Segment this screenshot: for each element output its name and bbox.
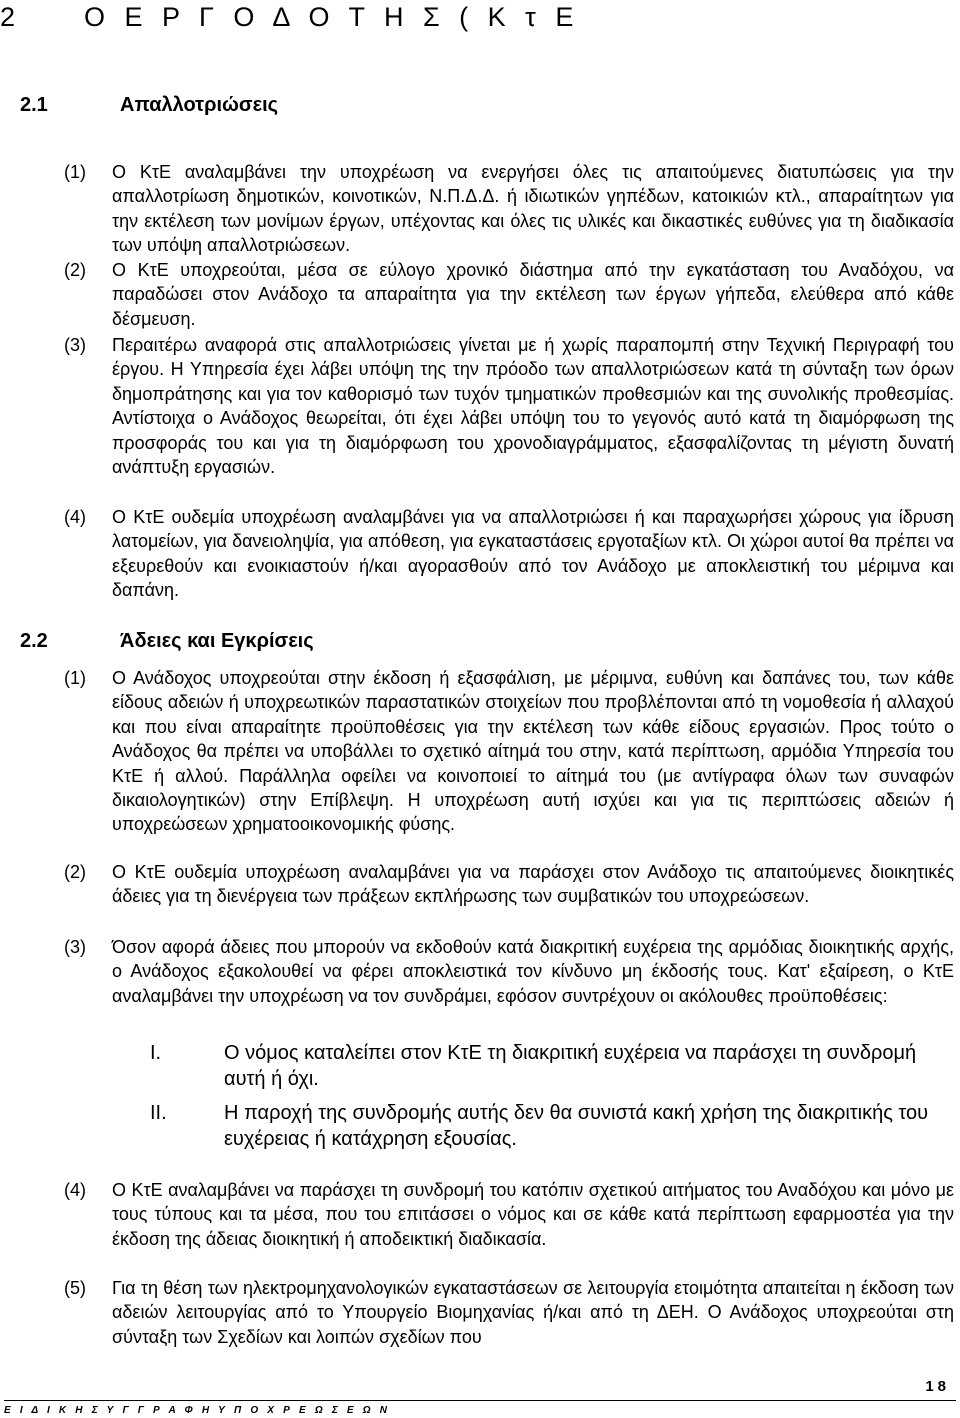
list-item xyxy=(64,160,954,258)
chapter-number: 2 xyxy=(0,2,16,32)
section-title: Άδειες και Εγκρίσεις xyxy=(120,630,314,652)
list-item xyxy=(64,1178,954,1251)
list-item xyxy=(64,860,954,909)
list-item xyxy=(64,935,954,1008)
condition-text: Ο νόμος καταλείπει στον ΚτΕ τη διακριτική ευχέρεια να παράσχει τη συνδρομή αυτή ή όχι. xyxy=(224,1042,917,1090)
item-label: (3) xyxy=(64,937,86,957)
item-text: Για τη θέση των ηλεκτρομηχανολογικών εγκαταστάσεων σε λειτουργία ετοιμότητα απαιτείται η έκδοση των αδειών λειτουργίας από το Υπουργείο Βιομηχανίας ή/και από τη ΔΕΗ. Ο Ανάδοχος υποχρεούται στη σύνταξη των Σχεδίων και λοιπών σχεδίων που xyxy=(112,1278,954,1347)
item-text: Ο ΚτΕ υποχρεούται, μέσα σε εύλογο χρονικό διάστημα από την εγκατάσταση του Αναδόχου, να παραδώσει στον Ανάδοχο τα απαραίτητα για την εκτέλεση των έργων γήπεδα, ελεύθερα από κάθε δέσμευση. xyxy=(112,260,954,329)
item-text: Όσον αφορά άδειες που μπορούν να εκδοθούν κατά διακριτική ευχέρεια της αρμόδιας διοικητικής αρχής, ο Ανάδοχος εξακολουθεί να φέρει αποκλειστικά τον κίνδυνο μη έκδοσής τους. Κατ' εξαίρεση, ο ΚτΕ αναλαμβάνει την υποχρέωση να τον συνδράμει, εφόσον συντρέχουν οι ακόλουθες προϋποθέσεις: xyxy=(112,937,954,1006)
condition-label: I. xyxy=(150,1042,162,1064)
condition-item xyxy=(150,1100,940,1152)
list-item xyxy=(64,333,954,479)
item-label: (2) xyxy=(64,260,86,280)
item-text: Περαιτέρω αναφορά στις απαλλοτριώσεις γίνεται με ή χωρίς παραπομπή στην Τεχνική Περιγραφή του έργου. Η Υπηρεσία έχει λάβει υπόψη της την πρόοδο των απαλλοτριώσεων κατά τη σύνταξη των όρων δημοπράτησης και για τον καθορισμό των τυχόν τμηματικών προθεσμιών και της συνολικής προθεσμίας. Αντίστοιχα ο Ανάδοχος θεωρείται, ότι έχει λάβει υπόψη του το γεγονός αυτό κατά τη διαμόρφωση της προσφοράς του και για τη διαμόρφωση του χρονοδιαγράμματος, εξασφαλίζοντας τη μέγιστη δυνατή ανάπτυξη εργασιών. xyxy=(112,335,954,478)
item-label: (4) xyxy=(64,1180,86,1200)
list-item xyxy=(64,1276,954,1349)
item-text: Ο Ανάδοχος υποχρεούται στην έκδοση ή εξασφάλιση, με μέριμνα, ευθύνη και δαπάνες του, των κάθε είδους αδειών ή υποχρεωτικών παραστατικών στοιχείων που προβλέπονται από τη νομοθεσία ή αλλαχού και που είναι απαραίτητε προϋποθέσεις για την εκτέλεση των κάθε είδους εργασιών. Προς τούτο ο Ανάδοχος θα πρέπει να υποβάλλει το σχετικό αίτημά του στην, κατά περίπτωση, αρμόδια Υπηρεσία του ΚτΕ ή αλλού. Παράλληλα οφείλει να κοινοποιεί το αίτημά του (με αντίγραφα όλων των συναφών δικαιολογητικών) στην Επίβλεψη. Η υποχρέωση αυτή ισχύει και για τις περιπτώσεις αδειών ή υποχρεώσεων χρηματοοικονομικής φύσης. xyxy=(112,668,954,835)
page-number: 18 xyxy=(925,1378,950,1395)
condition-item xyxy=(150,1040,940,1092)
chapter-heading xyxy=(0,2,579,33)
item-label: (1) xyxy=(64,668,86,688)
condition-label: II. xyxy=(150,1102,167,1124)
item-label: (3) xyxy=(64,335,86,355)
footer-title: Ε Ι Δ Ι Κ Η Σ Υ Γ Γ Ρ Α Φ Η Υ Π Ο Χ Ρ Ε Ω Σ Ε Ω Ν xyxy=(4,1405,391,1416)
section-number: 2.2 xyxy=(20,630,48,652)
item-label: (4) xyxy=(64,507,86,527)
list-item xyxy=(64,666,954,837)
section-title: Απαλλοτριώσεις xyxy=(120,94,279,116)
section-heading xyxy=(20,630,314,653)
footer-divider xyxy=(4,1400,956,1401)
item-text: Ο ΚτΕ αναλαμβάνει να παράσχει τη συνδρομή του κατόπιν σχετικού αιτήματος του Αναδόχου και μόνο με τους τύπους και τα μέσα, που του επιτάσσει ο νόμος και σε κάθε κατά περίπτωση εφαρμοστέα για την έκδοση της άδειας διοικητική ή αποδεικτική διαδικασία. xyxy=(112,1180,954,1249)
list-item xyxy=(64,505,954,603)
list-item xyxy=(64,258,954,331)
section-number: 2.1 xyxy=(20,94,48,116)
section-heading xyxy=(20,94,278,117)
item-text: Ο ΚτΕ ουδεμία υποχρέωση αναλαμβάνει για να παράσχει στον Ανάδοχο τις απαιτούμενες διοικητικές άδειες για τη διενέργεια των πράξεων εκπλήρωσης των συμβατικών του υποχρεώσεων. xyxy=(112,862,954,907)
item-label: (2) xyxy=(64,862,86,882)
item-label: (1) xyxy=(64,162,86,182)
condition-text: Η παροχή της συνδρομής αυτής δεν θα συνιστά κακή χρήση της διακριτικής του ευχέρειας ή κατάχρηση εξουσίας. xyxy=(224,1102,929,1150)
item-label: (5) xyxy=(64,1278,86,1298)
chapter-title: Ο Ε Ρ Γ Ο Δ Ο Τ Η Σ ( Κ τ Ε xyxy=(84,2,580,32)
item-text: Ο ΚτΕ ουδεμία υποχρέωση αναλαμβάνει για να απαλλοτριώσει ή και παραχωρήσει χώρους για ίδρυση λατομείων, για δανειοληψία, για απόθεση, για εγκαταστάσεις εργοταξίων κτλ. Οι χώροι αυτοί θα πρέπει να εξευρεθούν και ενοικιαστούν ή/και αγορασθούν από τον Ανάδοχο με αποκλειστική του μέριμνα και δαπάνη. xyxy=(112,507,954,601)
item-text: Ο ΚτΕ αναλαμβάνει την υποχρέωση να ενεργήσει όλες τις απαιτούμενες διατυπώσεις για την απαλλοτρίωση δημοτικών, κοινοτικών, Ν.Π.Δ.Δ. ή ιδιωτικών γηπέδων, κατοικιών κτλ., απαραίτητων για την εκτέλεση των μονίμων έργων, υπέχοντας και όλες τις υλικές και δικαστικές ευθύνες για τη διαδικασία των υπόψη απαλλοτριώσεων. xyxy=(112,162,954,256)
